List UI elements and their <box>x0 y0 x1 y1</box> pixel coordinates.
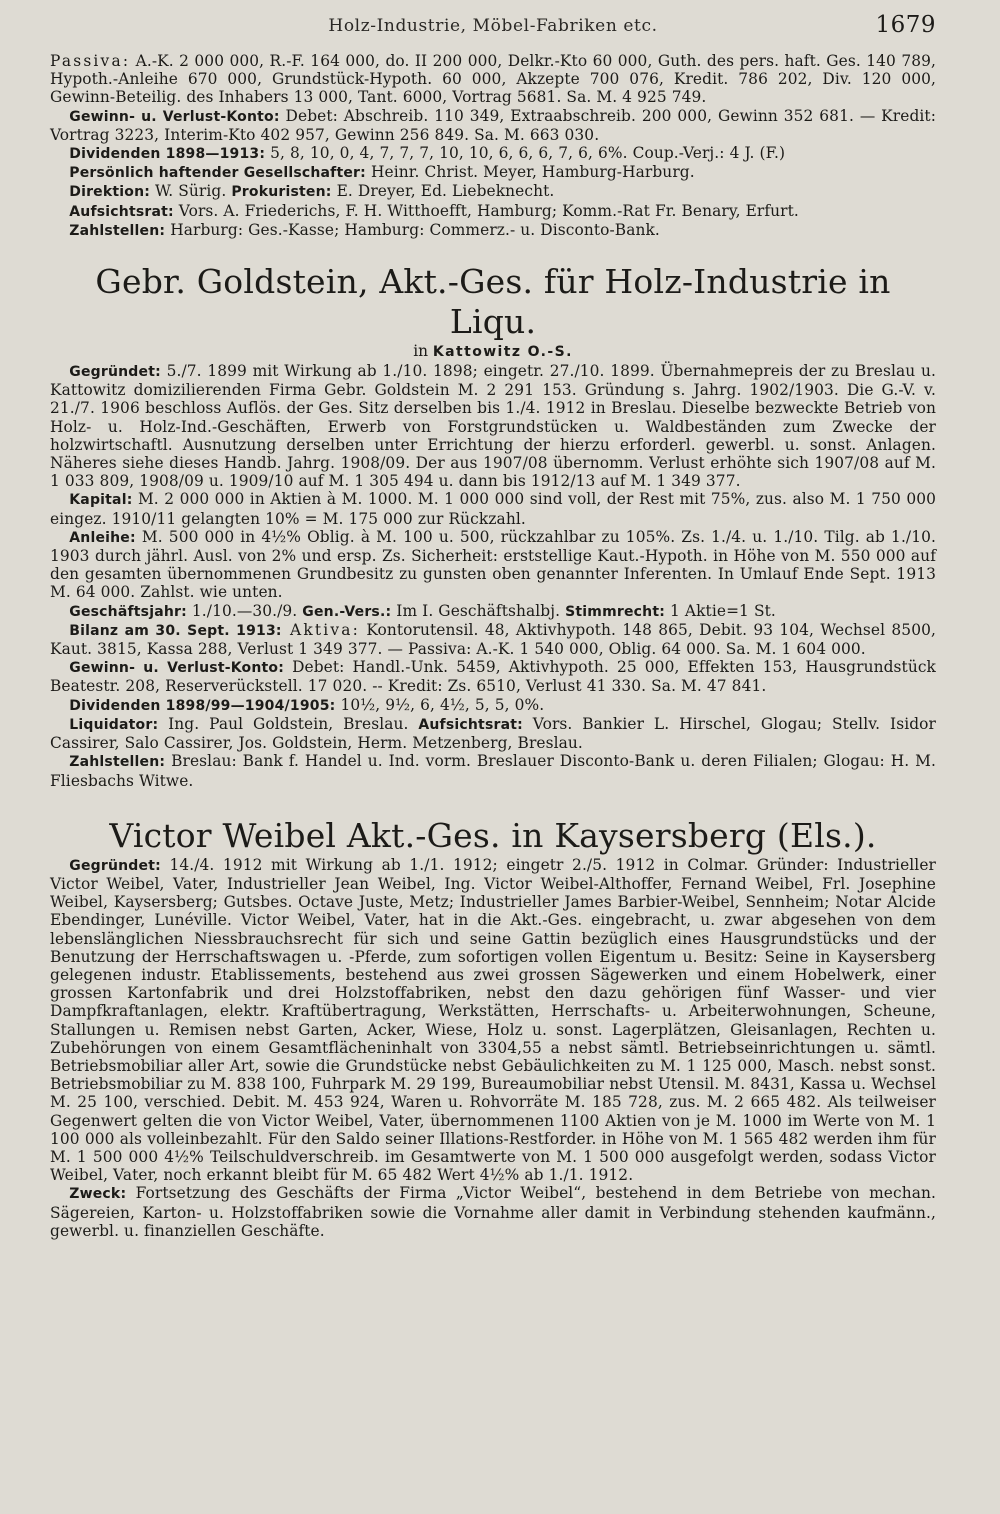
dividends-entry: Dividenden 1898/99—1904/1905: 10½, 9½, 6, 4½, 5, 5, 0%. <box>69 695 545 714</box>
paying-agents-entry: Zahlstellen: Breslau: Bank f. Handel u. Ind. vorm. Breslauer Disconto-Bank u. deren Filialen; Glogau: H. M. Fliesbachs Witwe. <box>50 752 936 790</box>
bond-entry: Anleihe: M. 500 000 in 4½% Oblig. à M. 100 u. 500, rückzahlbar zu 105%. Zs. 1./4. u. 1./10. Tilg. ab 1./10. 1903 durch jährl. Ausl. von 2% und ersp. Zs. Sicherheit: erststellige Kaut.-Hypoth. in Höhe von M. 550 000 auf den gesamten übernommenen Grundbesitz zu gunsten oben genannter Inferenten. In Umlauf Ende Sept. 1913 M. 64 000. Zahlst. wie unten. <box>50 527 936 602</box>
management-entry: Direktion: W. Sürig. Prokuristen: E. Dreyer, Ed. Liebeknecht. <box>69 182 555 201</box>
section-victor-weibel <box>50 816 936 1240</box>
running-head <box>50 12 936 46</box>
purpose-entry: Zweck: Fortsetzung des Geschäfts der Firma „Victor Weibel“, bestehend in dem Betriebe von mechan. Sägereien, Karton- u. Holzstoffabriken sowie die Vornahme aller damit in Verbindung stehenden kaufmänn., gewerbl. u. finanziellen Geschäfte. <box>50 1184 936 1240</box>
capital-entry: Kapital: M. 2 000 000 in Aktien à M. 1000. M. 1 000 000 sind voll, der Rest mit 75%, zus. also M. 1 750 000 eingez. 1910/11 gelangten 10% = M. 175 000 zur Rückzahl. <box>50 490 936 528</box>
liquidator-entry: Liquidator: Ing. Paul Goldstein, Breslau. Aufsichtsrat: Vors. Bankier L. Hirschel, Glogau; Stellv. Isidor Cassirer, Salo Cassirer, Jos. Goldstein, Herm. Metzenberg, Breslau. <box>50 714 936 753</box>
balance-sheet-passiva: Passiva: A.-K. 2 000 000, R.-F. 164 000, do. II 200 000, Delkr.-Kto 60 000, Guth. des pers. haft. Ges. 140 789, Hypoth.-Anleihe 670 000, Grundstück-Hypoth. 60 000, Akzepte 700 076, Kredit. 786 202, Div. 120 000, Gewinn-Beteilig. des Inhabers 13 000, Tant. 6000, Vortrag 5681. Sa. M. 4 925 749. <box>50 52 936 107</box>
company-heading: Victor Weibel Akt.-Ges. in Kaysersberg (Els.). <box>109 815 877 855</box>
personally-liable-partner-entry: Persönlich haftender Gesellschafter: Heinr. Christ. Meyer, Hamburg-Harburg. <box>69 163 695 182</box>
company-heading: Gebr. Goldstein, Akt.-Ges. für Holz-Industrie in Liqu. <box>95 262 891 342</box>
balance-sheet-entry: Bilanz am 30. Sept. 1913: Aktiva: Kontorutensil. 48, Aktivhypoth. 148 865, Debit. 93 104, Wechsel 8500, Kaut. 3815, Kassa 288, Verlust 1 349 377. — Passiva: A.-K. 1 540 000, Oblig. 64 000. Sa. M. 1 604 000. <box>50 620 936 659</box>
founded-entry: Gegründet: 14./4. 1912 mit Wirkung ab 1./1. 1912; eingetr 2./5. 1912 in Colmar. Gründer: Industrieller Victor Weibel, Vater, Industrieller Jean Weibel, Ing. Victor Weibel-Althoffer, Fernand Weibel, Frl. Josephine Weibel, Kaysersberg; Gutsbes. Octave Juste, Metz; Industrieller James Barbier-Weibel, Sennheim; Notar Alcide Ebendinger, Lunéville. Victor Weibel, Vater, hat in die Akt.-Ges. eingebracht, u. zwar abgesehen von dem lebenslänglichen Niessbrauchsrecht für sich und seine Gattin bezüglich eines Hausgrundstücks und der Benutzung der Herrschaftswagen u. -Pferde, zum sofortigen vollen Eigentum u. Besitz: Seine in Kaysersberg gelegenen industr. Etablissements, bestehend aus zwei grossen Sägewerken und einem Hobelwerk, einer grossen Kartonfabrik und drei Holzstoffabriken, nebst den dazu gehörigen fünf Wasser- und vier Dampfkraftanlagen, elektr. Kraftübertragung, Werkstätten, Herrschafts- u. Arbeiterwohnungen, Scheune, Stallungen u. Remisen nebst Garten, Acker, Wiese, Holz u. sonst. Lagerplätzen, Gleisanlagen, Rechten u. Zubehörungen von einem Gesamtflächeninhalt von 3304,55 a nebst sämtl. Betriebseinrichtungen u. sämtl. Betriebsmobiliar aller Art, sowie die Grundstücke nebst Gebäulichkeiten zu M. 1 125 000, Masch. nebst sonst. Betriebsmobiliar zu M. 838 100, Fuhrpark M. 29 199, Bureaumobiliar nebst Utensil. M. 8431, Kassa u. Wechsel M. 25 100, verschied. Debit. M. 453 924, Waren u. Rohvorräte M. 185 728, zus. M. 2 665 482. Als teilweiser Gegenwert gelten die von Victor Weibel, Vater, übernommenen 1100 Aktien von je M. 1000 im Werte von M. 1 100 000 als volleinbezahlt. Für den Saldo seiner Illations-Restforder. in Höhe von M. 1 565 482 werden ihm für M. 1 500 000 4½% Teilschuldverschreib. im Gesamtwerte von M. 1 500 000 ausgefolgt werden, sodass Victor Weibel, Vater, noch erkannt bleibt für M. 65 482 Wert 4½% ab 1./1. 1912. <box>50 855 936 1185</box>
founded-entry: Gegründet: 5./7. 1899 mit Wirkung ab 1./10. 1898; eingetr. 27./10. 1899. Übernahmepreis der zu Breslau u. Kattowitz domizilierenden Firma Gebr. Goldstein M. 2 291 153. Gründung s. Jahrg. 1902/1903. Die G.-V. v. 21./7. 1906 beschloss Auflös. der Ges. Sitz derselben bis 1./4. 1912 in Breslau. Dieselbe bezweckte Betrieb von Holz- u. Holz-Ind.-Geschäften, Erwerb von Forstgrundstücken u. Waldbeständen zum Zwecke der holzwirtschaftl. Ausnutzung derselben unter Errichtung der hierzu erforderl. gewerbl. u. sonst. Anlagen. Näheres siehe dieses Handb. Jahrg. 1908/09. Der aus 1907/08 übernomm. Verlust erhöhte sich 1907/08 auf M. 1 033 809, 1908/09 u. 1909/10 auf M. 1 305 494 u. dann bis 1912/13 auf M. 1 349 377. <box>50 362 936 491</box>
section-goldstein <box>50 262 936 790</box>
running-title: Holz-Industrie, Möbel-Fabriken etc. <box>328 16 658 36</box>
company-location: in Kattowitz O.-S. <box>413 342 573 361</box>
supervisory-board-entry: Aufsichtsrat: Vors. A. Friederichs, F. H. Witthoefft, Hamburg; Komm.-Rat Fr. Benary, Erfurt. <box>69 201 799 220</box>
page-number: 1679 <box>875 12 936 38</box>
profit-loss-account: Gewinn- u. Verlust-Konto: Debet: Abschreib. 110 349, Extraabschreib. 200 000, Gewinn 352 681. — Kredit: Vortrag 3223, Interim-Kto 402 957, Gewinn 256 849. Sa. M. 663 030. <box>50 106 936 144</box>
dividends-entry: Dividenden 1898—1913: 5, 8, 10, 0, 4, 7, 7, 7, 10, 10, 6, 6, 6, 7, 6, 6%. Coup.-Verj.: 4 J. (F.) <box>69 144 786 163</box>
profit-loss-account: Gewinn- u. Verlust-Konto: Debet: Handl.-Unk. 5459, Aktivhypoth. 25 000, Effekten 153, Hausgrundstück Beatestr. 208, Reserverückstell. 17 020. -- Kredit: Zs. 6510, Verlust 41 330. Sa. M. 47 841. <box>50 658 936 696</box>
paying-agents-entry: Zahlstellen: Harburg: Ges.-Kasse; Hamburg: Commerz.- u. Disconto-Bank. <box>69 220 660 239</box>
fiscal-year-entry: Geschäftsjahr: 1./10.—30./9. Gen.-Vers.: Im I. Geschäftshalbj. Stimmrecht: 1 Aktie=1 St. <box>69 601 776 620</box>
section-previous-company-continued <box>50 52 936 240</box>
